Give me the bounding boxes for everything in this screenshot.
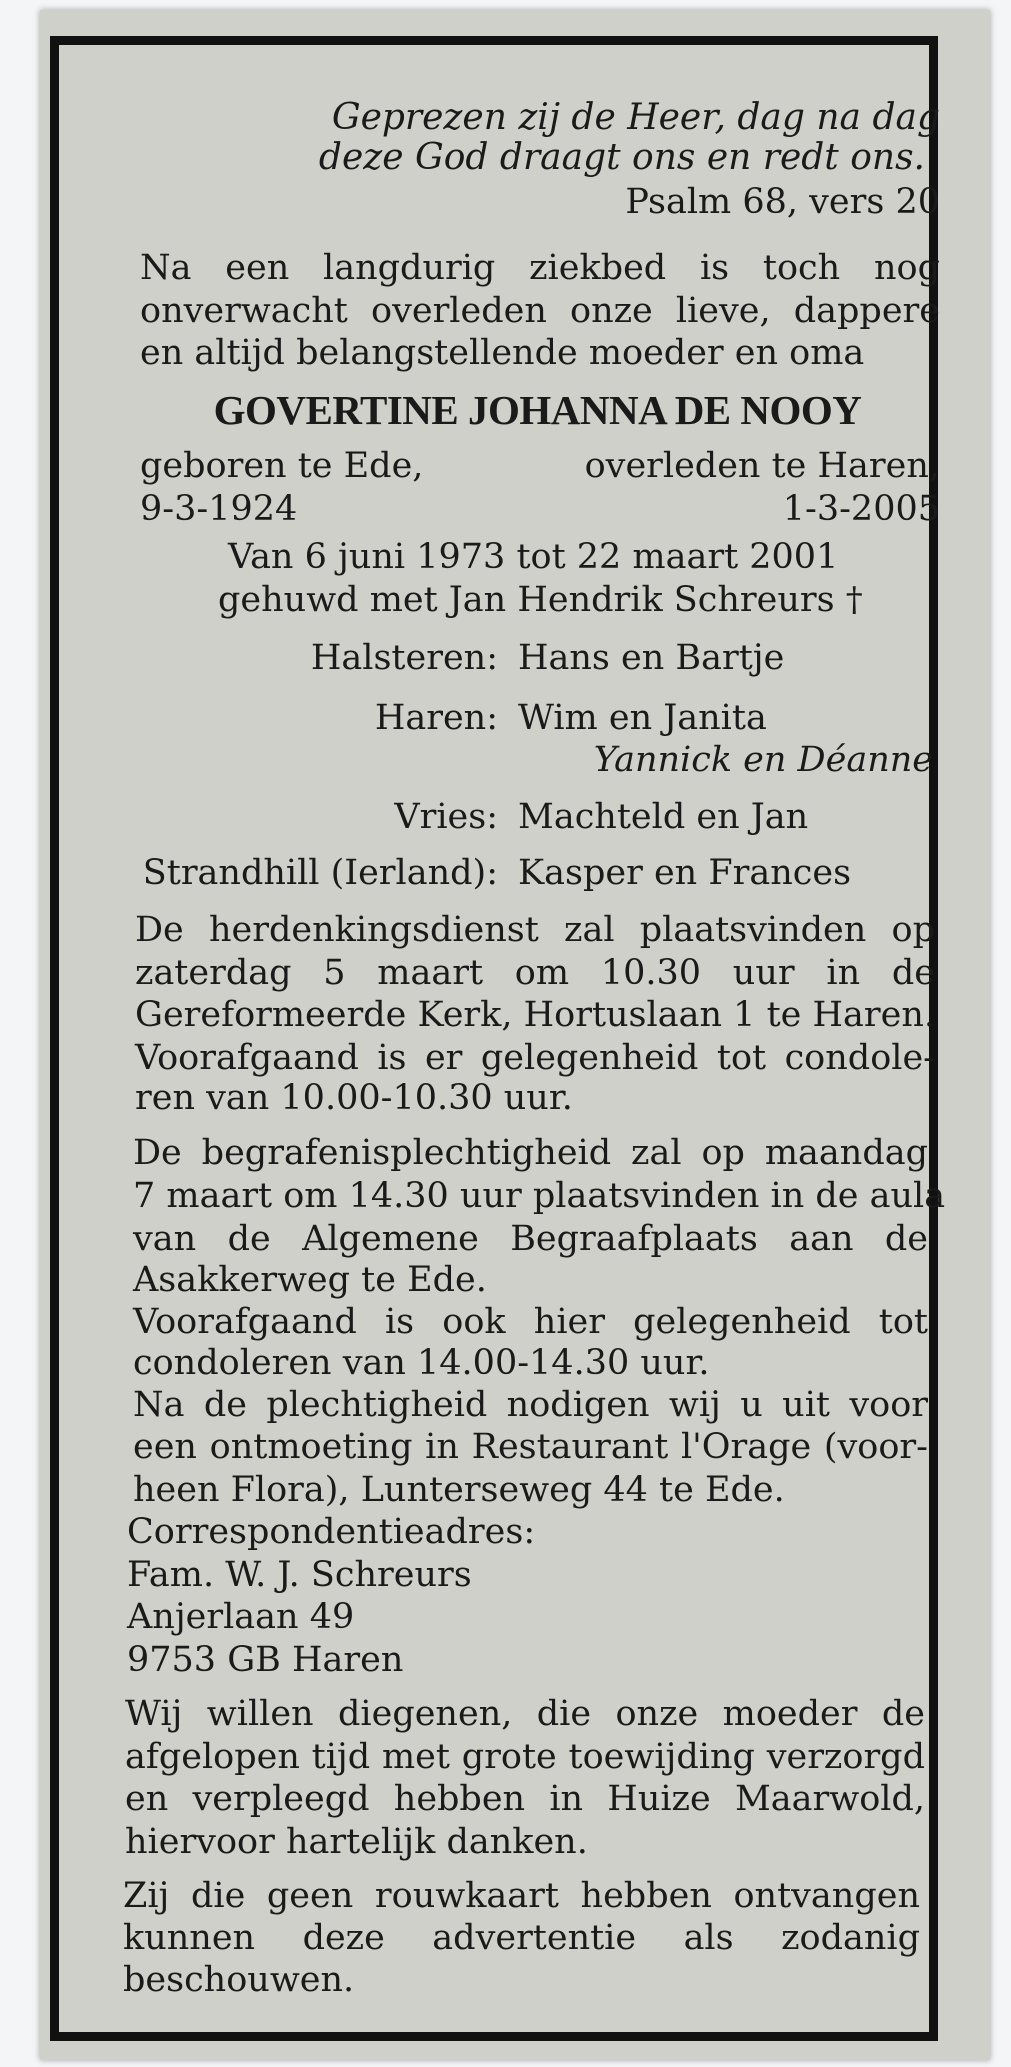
- address-label: Correspondentieadres:: [127, 1512, 536, 1552]
- deceased-name: GOVERTINE JOHANNA DE NOOY: [213, 387, 862, 433]
- intro-line-1: Na een langdurig ziekbed is toch nog: [140, 248, 940, 288]
- closing-line-1: Zij die geen rouwkaart hebben ontvangen: [123, 1876, 920, 1916]
- service-line-3: Gereformeerde Kerk, Hortuslaan 1 te Haren.: [135, 995, 935, 1035]
- psalm-reference: Psalm 68, vers 20: [625, 182, 940, 222]
- funeral-line-9: heen Flora), Lunterseweg 44 te Ede.: [133, 1470, 785, 1510]
- marriage-line-1: Van 6 juni 1973 tot 22 maart 2001: [228, 537, 839, 577]
- family-place-vries: Vries:: [394, 797, 498, 837]
- address-name: Fam. W. J. Schreurs: [127, 1555, 472, 1595]
- funeral-line-6: condoleren van 14.00-14.30 uur.: [133, 1343, 710, 1383]
- died-date: 1-3-2005: [782, 489, 940, 529]
- closing-line-3: beschouwen.: [123, 1960, 355, 2000]
- intro-line-2: onverwacht overleden onze lieve, dappere: [140, 291, 940, 331]
- born-date: 9-3-1924: [140, 489, 298, 529]
- service-line-2: zaterdag 5 maart om 10.30 uur in de: [135, 953, 935, 993]
- service-line-1: De herdenkingsdienst zal plaatsvinden op: [135, 910, 935, 950]
- cross-icon: †: [845, 580, 863, 620]
- thanks-line-4: hiervoor hartelijk danken.: [125, 1822, 588, 1862]
- family-place-haren: Haren:: [374, 698, 498, 738]
- psalm-line-2: deze God draagt ons en redt ons.: [318, 137, 925, 178]
- family-grandchildren-haren: Yannick en Déanne: [593, 740, 933, 780]
- closing-line-2: kunnen deze advertentie als zodanig: [123, 1918, 920, 1958]
- family-names-haren: Wim en Janita: [518, 698, 767, 738]
- family-names-vries: Machteld en Jan: [518, 797, 809, 837]
- funeral-line-3: van de Algemene Begraafplaats aan de: [133, 1219, 928, 1259]
- psalm-line-1: Geprezen zij de Heer, dag na dag: [331, 97, 940, 138]
- born-place: geboren te Ede,: [140, 446, 424, 486]
- family-names-halsteren: Hans en Bartje: [518, 638, 785, 678]
- funeral-line-5: Voorafgaand is ook hier gelegenheid tot: [133, 1302, 928, 1342]
- address-street: Anjerlaan 49: [127, 1597, 355, 1637]
- marriage-line-2: [218, 580, 863, 620]
- family-place-strandhill: Strandhill (Ierland):: [142, 853, 498, 893]
- funeral-line-4: Asakkerweg te Ede.: [133, 1260, 487, 1300]
- funeral-line-7: Na de plechtigheid nodigen wij u uit voor: [133, 1385, 928, 1425]
- thanks-line-1: Wij willen diegenen, die onze moeder de: [125, 1694, 925, 1734]
- family-place-halsteren: Halsteren:: [310, 638, 498, 678]
- funeral-line-2: 7 maart om 14.30 uur plaatsvinden in de aula: [133, 1176, 946, 1216]
- intro-line-3: en altijd belangstellende moeder en oma: [140, 333, 865, 373]
- died-place: overleden te Haren,: [584, 446, 940, 486]
- service-line-4: Voorafgaand is er gelegenheid tot condole-: [135, 1038, 935, 1078]
- spouse-text: gehuwd met Jan Hendrik Schreurs: [218, 580, 835, 620]
- service-line-5: ren van 10.00-10.30 uur.: [135, 1078, 573, 1118]
- thanks-line-3: en verpleegd hebben in Huize Maarwold,: [125, 1779, 925, 1819]
- funeral-line-1: De begrafenisplechtigheid zal op maandag: [133, 1133, 928, 1173]
- thanks-line-2: afgelopen tijd met grote toewijding verzorgd: [125, 1737, 925, 1777]
- address-postcode: 9753 GB Haren: [127, 1640, 404, 1680]
- family-names-strandhill: Kasper en Frances: [518, 853, 852, 893]
- funeral-line-8: een ontmoeting in Restaurant l'Orage (voor-: [133, 1427, 928, 1467]
